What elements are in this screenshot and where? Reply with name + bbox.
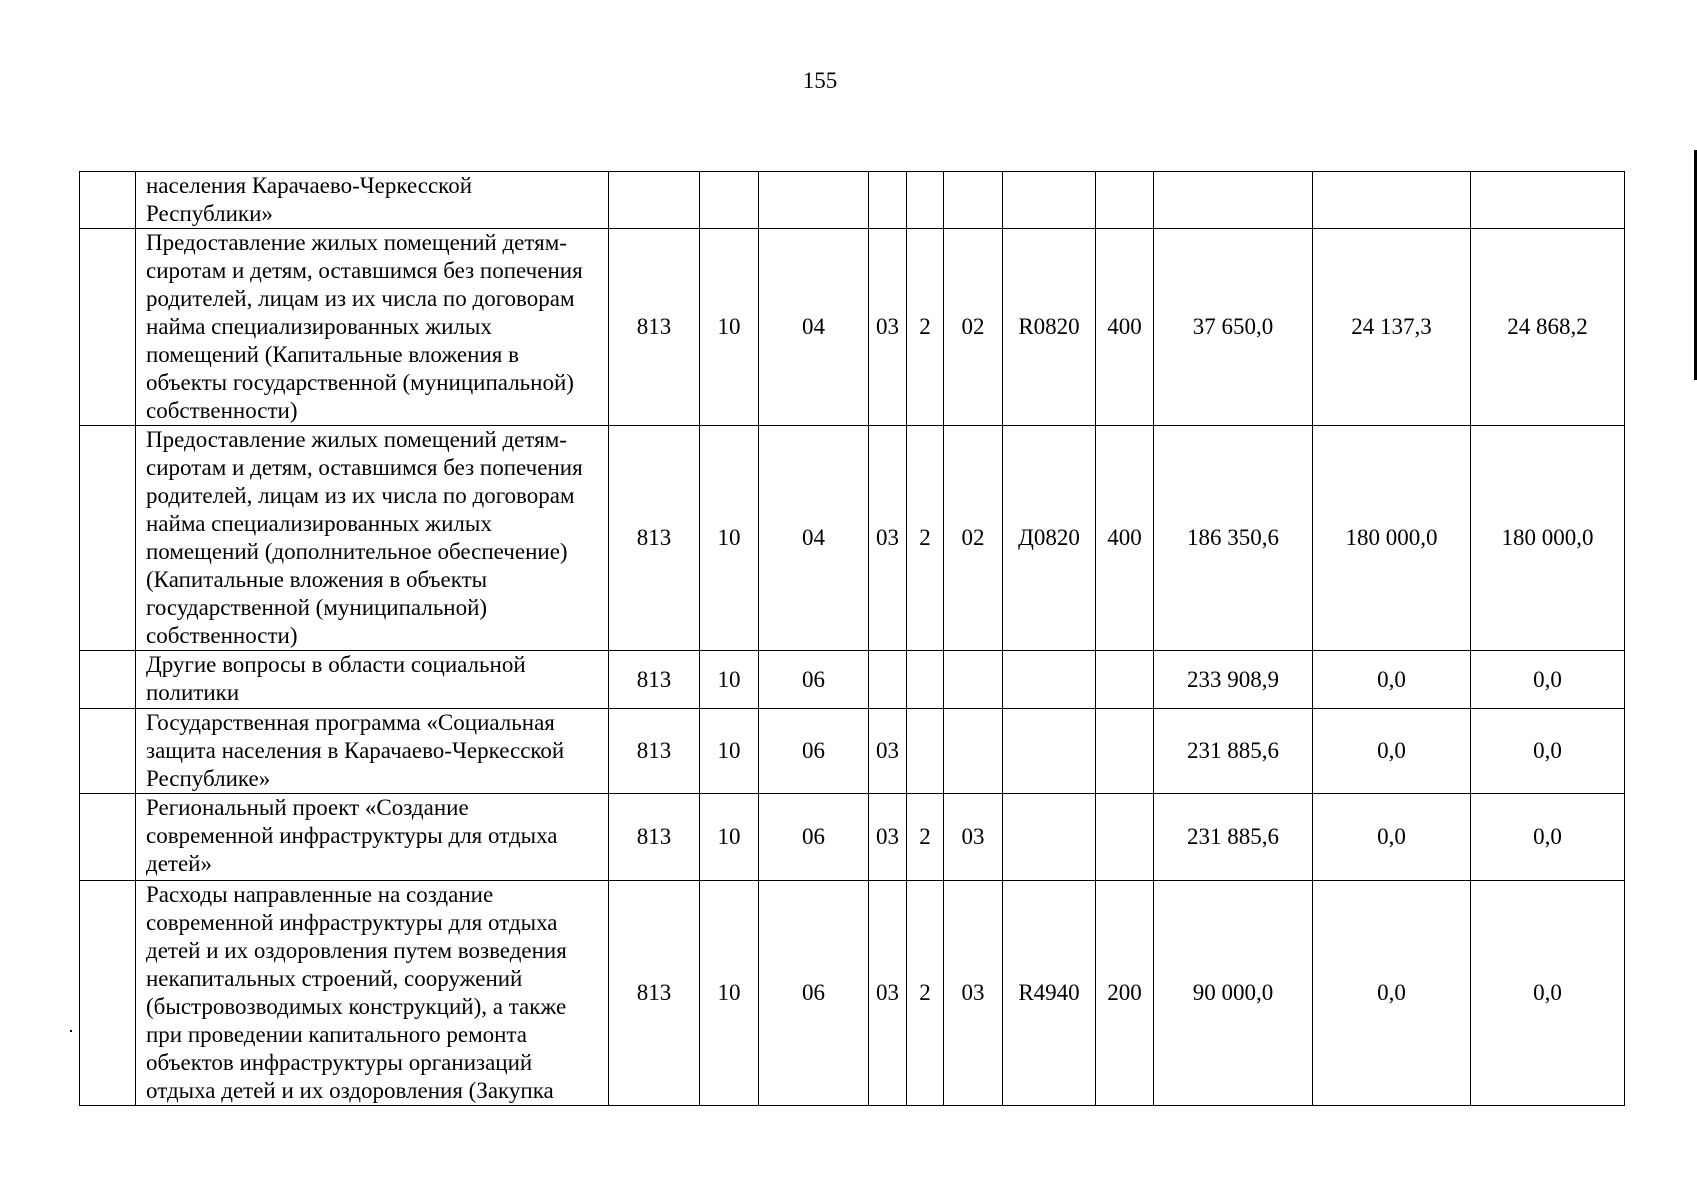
direction-code-cell [1003, 172, 1096, 229]
program-code-cell: 03 [869, 709, 907, 794]
description-cell: Региональный проект «Создание современной инфраструктуры для отдыха детей» [136, 794, 609, 881]
ministry-code-cell: 813 [609, 881, 700, 1106]
amount-year3-cell: 0,0 [1471, 794, 1625, 881]
amount-year1-cell: 233 908,9 [1154, 651, 1313, 709]
budget-table [79, 171, 1625, 1106]
amount-year2-cell: 0,0 [1313, 709, 1471, 794]
subprogram-code-cell [907, 709, 944, 794]
row-number-cell [80, 794, 136, 881]
amount-year3-cell [1471, 172, 1625, 229]
table-row [80, 794, 1625, 881]
page-number: 155 [802, 68, 838, 93]
section-code-cell: 10 [700, 229, 759, 426]
table-row [80, 881, 1625, 1106]
amount-year1-cell: 231 885,6 [1154, 794, 1313, 881]
program-code-cell: 03 [869, 426, 907, 651]
expense-type-cell: 400 [1096, 229, 1154, 426]
direction-code-cell [1003, 651, 1096, 709]
amount-year1-cell: 37 650,0 [1154, 229, 1313, 426]
subsection-code-cell [759, 172, 869, 229]
program-code-cell: 03 [869, 881, 907, 1106]
ministry-code-cell: 813 [609, 651, 700, 709]
amount-year2-cell: 0,0 [1313, 651, 1471, 709]
amount-year2-cell: 0,0 [1313, 881, 1471, 1106]
ministry-code-cell: 813 [609, 794, 700, 881]
row-number-cell [80, 881, 136, 1106]
amount-year1-cell: 231 885,6 [1154, 709, 1313, 794]
subprogram-code-cell [907, 172, 944, 229]
event-code-cell: 02 [944, 229, 1003, 426]
expense-type-cell: 200 [1096, 881, 1154, 1106]
description-cell: Предоставление жилых помещений детям-сиротам и детям, оставшимся без попечения родителей, лицам из их числа по договорам найма специализированных жилых помещений (Капитальные вложения в объекты государственной (муниципальной) собственности) [136, 229, 609, 426]
section-code-cell: 10 [700, 426, 759, 651]
description-cell: Государственная программа «Социальная защита населения в Карачаево-Черкесской Республике» [136, 709, 609, 794]
program-code-cell [869, 651, 907, 709]
direction-code-cell: R4940 [1003, 881, 1096, 1106]
amount-year1-cell: 186 350,6 [1154, 426, 1313, 651]
description-cell: Предоставление жилых помещений детям-сиротам и детям, оставшимся без попечения родителей, лицам из их числа по договорам найма специализированных жилых помещений (дополнительное обеспечение) (Капитальные вложения в объекты государственной (муниципальной) собственности) [136, 426, 609, 651]
row-number-cell [80, 709, 136, 794]
expense-type-cell [1096, 794, 1154, 881]
amount-year3-cell: 0,0 [1471, 881, 1625, 1106]
expense-type-cell [1096, 709, 1154, 794]
section-code-cell: 10 [700, 881, 759, 1106]
subsection-code-cell: 04 [759, 426, 869, 651]
subsection-code-cell: 06 [759, 709, 869, 794]
section-code-cell [700, 172, 759, 229]
ministry-code-cell: 813 [609, 229, 700, 426]
subprogram-code-cell: 2 [907, 794, 944, 881]
section-code-cell: 10 [700, 794, 759, 881]
event-code-cell: 02 [944, 426, 1003, 651]
subprogram-code-cell: 2 [907, 881, 944, 1106]
event-code-cell [944, 709, 1003, 794]
row-number-cell [80, 426, 136, 651]
event-code-cell: 03 [944, 794, 1003, 881]
section-code-cell: 10 [700, 651, 759, 709]
row-number-cell [80, 651, 136, 709]
direction-code-cell: Д0820 [1003, 426, 1096, 651]
program-code-cell [869, 172, 907, 229]
program-code-cell: 03 [869, 229, 907, 426]
amount-year1-cell [1154, 172, 1313, 229]
direction-code-cell [1003, 709, 1096, 794]
expense-type-cell: 400 [1096, 426, 1154, 651]
table-row [80, 426, 1625, 651]
amount-year2-cell [1313, 172, 1471, 229]
subsection-code-cell: 04 [759, 229, 869, 426]
subprogram-code-cell: 2 [907, 426, 944, 651]
event-code-cell [944, 172, 1003, 229]
subprogram-code-cell: 2 [907, 229, 944, 426]
subsection-code-cell: 06 [759, 881, 869, 1106]
description-cell: Расходы направленные на создание современной инфраструктуры для отдыха детей и их оздоровления путем возведения некапитальных строений, сооружений (быстровозводимых конструкций), а также при проведении капитального ремонта объектов инфраструктуры организаций отдыха детей и их оздоровления (Закупка [136, 881, 609, 1106]
amount-year2-cell: 0,0 [1313, 794, 1471, 881]
amount-year3-cell: 24 868,2 [1471, 229, 1625, 426]
expense-type-cell [1096, 651, 1154, 709]
ministry-code-cell: 813 [609, 709, 700, 794]
description-cell: Другие вопросы в области социальной политики [136, 651, 609, 709]
table-row [80, 229, 1625, 426]
event-code-cell [944, 651, 1003, 709]
subsection-code-cell: 06 [759, 651, 869, 709]
scan-speck [70, 1030, 72, 1032]
row-number-cell [80, 172, 136, 229]
direction-code-cell [1003, 794, 1096, 881]
row-number-cell [80, 229, 136, 426]
amount-year3-cell: 180 000,0 [1471, 426, 1625, 651]
table-row [80, 709, 1625, 794]
subprogram-code-cell [907, 651, 944, 709]
description-cell: населения Карачаево-Черкесской Республики» [136, 172, 609, 229]
amount-year3-cell: 0,0 [1471, 651, 1625, 709]
amount-year2-cell: 180 000,0 [1313, 426, 1471, 651]
event-code-cell: 03 [944, 881, 1003, 1106]
amount-year3-cell: 0,0 [1471, 709, 1625, 794]
table-row [80, 172, 1625, 229]
ministry-code-cell: 813 [609, 426, 700, 651]
ministry-code-cell [609, 172, 700, 229]
subsection-code-cell: 06 [759, 794, 869, 881]
amount-year1-cell: 90 000,0 [1154, 881, 1313, 1106]
section-code-cell: 10 [700, 709, 759, 794]
expense-type-cell [1096, 172, 1154, 229]
direction-code-cell: R0820 [1003, 229, 1096, 426]
program-code-cell: 03 [869, 794, 907, 881]
amount-year2-cell: 24 137,3 [1313, 229, 1471, 426]
table-row [80, 651, 1625, 709]
